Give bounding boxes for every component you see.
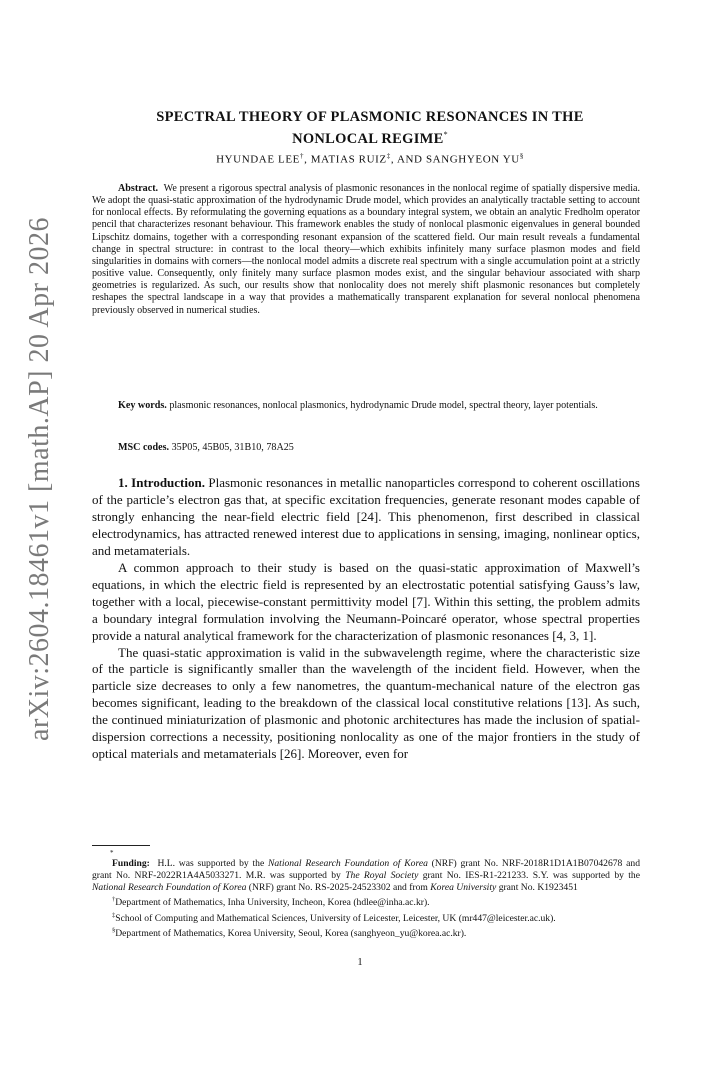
keywords-label: Key words. — [118, 400, 167, 411]
title-line-2 — [110, 126, 630, 148]
page-number: 1 — [357, 957, 363, 968]
author-list — [110, 152, 630, 166]
section-heading: 1. Introduction. — [118, 475, 205, 490]
funding-footnote — [92, 858, 640, 894]
funding-org-2: The Royal Society — [345, 870, 419, 882]
funding-org-1: National Research Foundation of Korea — [267, 858, 428, 869]
intro-paragraph-1 — [92, 475, 640, 560]
msc-text: 35P05, 45B05, 31B10, 78A25 — [171, 442, 294, 453]
intro-paragraph-3: The quasi-static approximation is valid in the subwavelength regime, where the characteristic size of the particle is significantly smaller than the wavelength of the incident field. However, when the particle size decreases to only a few nanometres, the quantum-mechanical nature of the electron gas becomes significant, leading to the breakdown of the classical local constitutive relations [13]. As such, the continued miniaturization of plasmonic and photonic architectures has made the inclusion of spatial-dispersion corrections a necessity, positioning nonlocality as one of the major frontiers in the study of optical materials and metamaterials [26]. Moreover, even for — [92, 644, 640, 762]
affiliation-2-mark: ‡ — [112, 911, 116, 919]
footnote-rule — [92, 845, 150, 846]
keywords — [92, 400, 640, 412]
funding-text-1: H.L. was supported by the — [157, 858, 265, 869]
funding-org-3: National Research Foundation of Korea — [92, 882, 247, 894]
arxiv-sidebar — [18, 217, 62, 741]
funding-text-4: (NRF) grant No. RS-2025-24523302 and from — [248, 882, 428, 894]
affiliation-3-text: Department of Mathematics, Korea University, Seoul, Korea (sanghyeon_yu@korea.ac.kr). — [115, 928, 467, 940]
author-3-mark: § — [519, 152, 524, 160]
footnotes — [92, 858, 640, 940]
title-line-2-text: NONLOCAL REGIME — [292, 130, 444, 147]
msc-label: MSC codes. — [118, 442, 170, 453]
paper-title — [110, 108, 630, 148]
funding-org-4: Korea University — [430, 882, 497, 894]
abstract-text: We present a rigorous spectral analysis of plasmonic resonances in the nonlocal regime of spatially dispersive media. We adopt the quasi-static approximation of the hydrodynamic Drude model, which provides an analytically tractable setting to account for nonlocal effects. By reformulating the governing equations as a boundary integral system, we obtain an analytic Fredholm operator pencil that characterizes resonant behaviour. This framework enables the study of nonlocal plasmonic eigenvalues in general bounded Lipschitz domains, together with a corresponding resonant expansion of the scattered field. Our main result reveals a fundamental change in spectral structure: in contrast to the local theory—which exhibits infinitely many surface plasmon modes and field singularities in domains with corners—the nonlocal model admits a discrete real spectrum with a single accumulation point at a strictly positive value. Consequently, only finitely many surface plasmon modes exist, and the singular behaviour associated with sharp geometries is regularized. As such, our results show that nonlocality does not merely shift plasmonic resonances but completely reshapes the spectral landscape in a way that provides a mathematically transparent explanation for several nonlocal phenomena previously observed in numerical studies. — [92, 183, 641, 316]
intro-paragraph-2: A common approach to their study is based on the quasi-static approximation of Maxwell’s equations, in which the electric field is represented by an electrostatic potential satisfying Gauss’s law, together with a local, piecewise-constant permittivity model [7]. Within this setting, the problem admits a boundary integral formulation involving the Neumann-Poincaré operator, whose spectral properties provide a natural analytical framework for the characterization of plasmonic resonances [4, 3, 1]. — [92, 559, 640, 643]
funding-text-3: grant No. IES-R1-221233. S.Y. was supported by the — [422, 870, 640, 882]
author-separator: , — [304, 153, 311, 166]
author-2-mark: ‡ — [386, 152, 391, 160]
affiliation-1 — [92, 894, 640, 909]
affiliation-1-mark: † — [112, 896, 116, 904]
footnote-star: * — [110, 849, 114, 857]
abstract — [92, 183, 640, 317]
funding-text-2: (NRF) grant No. NRF-2018R1D1A1B07042678 and grant No. NRF-2022R1A4A5033271. M.R. was supported by — [92, 858, 640, 882]
keywords-text: plasmonic resonances, nonlocal plasmonics, hydrodynamic Drude model, spectral theory, layer potentials. — [169, 400, 598, 411]
author-separator: , AND — [390, 153, 426, 166]
affiliation-2 — [92, 910, 640, 925]
affiliation-1-text: Department of Mathematics, Inha University, Incheon, Korea (hdlee@inha.ac.kr). — [115, 897, 430, 909]
msc-codes — [92, 442, 640, 454]
affiliation-2-text: School of Computing and Mathematical Sciences, University of Leicester, Leicester, UK (mr447@leicester.ac.uk). — [115, 912, 556, 924]
funding-text-5: grant No. K1923451 — [498, 882, 578, 894]
abstract-label: Abstract. — [118, 183, 159, 194]
intro-p1-text: Plasmonic resonances in metallic nanoparticles correspond to coherent oscillations of the particle’s electron gas that, at specific excitation frequencies, generate resonant modes capable of strongly enhancing the near-field electric field [24]. This phenomenon, first described in classical electrodynamics, has attracted renewed interest due to applications in sensing, imaging, nonlinear optics, and metamaterials. — [92, 475, 640, 558]
affiliation-3 — [92, 925, 640, 940]
author-1: HYUNDAE LEE — [216, 153, 300, 166]
title-line-1: SPECTRAL THEORY OF PLASMONIC RESONANCES IN THE — [156, 109, 584, 125]
arxiv-identifier: arXiv:2604.18461v1 [math.AP] 20 Apr 2026 — [24, 217, 55, 741]
author-2: MATIAS RUIZ — [310, 153, 387, 166]
introduction-section — [92, 475, 640, 763]
funding-label: Funding: — [112, 858, 150, 869]
author-3: SANGHYEON YU — [425, 153, 520, 166]
affiliation-3-mark: § — [112, 926, 116, 934]
title-footnote-mark: * — [443, 130, 448, 139]
author-1-mark: † — [299, 152, 305, 160]
